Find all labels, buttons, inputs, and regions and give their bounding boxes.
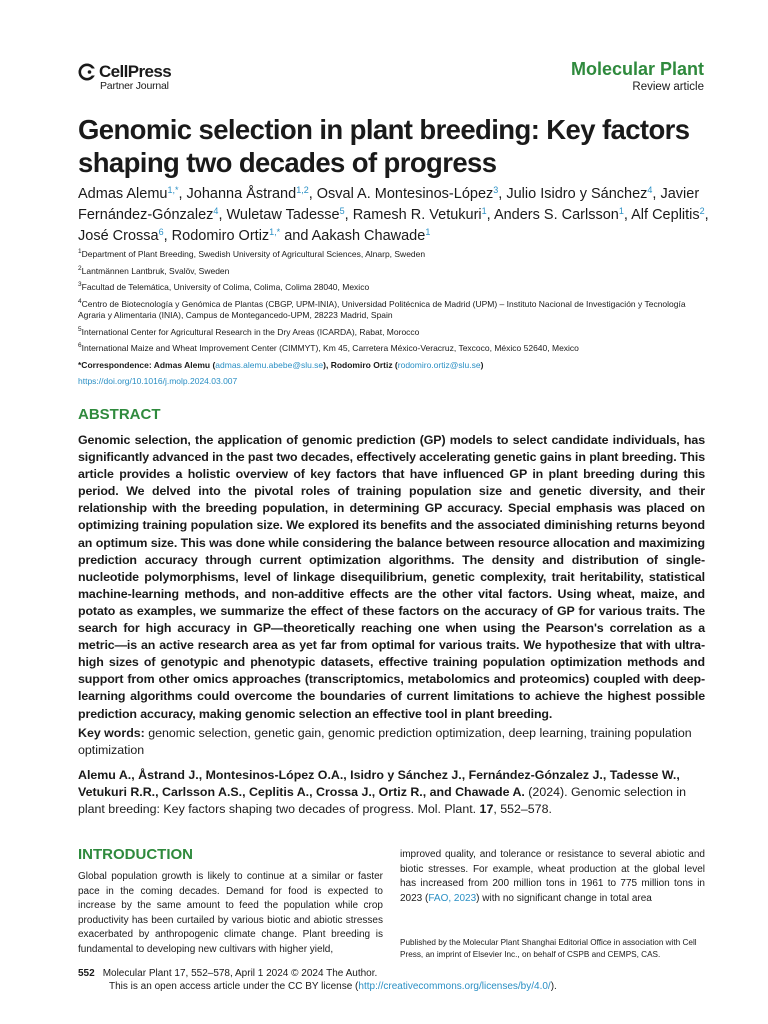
author-affiliation-marker[interactable]: 5 bbox=[339, 206, 345, 216]
author-name: Ramesh R. Vetukuri bbox=[352, 207, 482, 223]
journal-name: Molecular Plant bbox=[570, 59, 704, 79]
footer-line-1 bbox=[78, 967, 708, 980]
page-number: 552 bbox=[78, 968, 95, 979]
author-name: Wuletaw Tadesse bbox=[226, 207, 340, 223]
citation-volume: 17 bbox=[479, 802, 494, 816]
affiliation-text: International Center for Agricultural Research in the Dry Areas (ICARDA), Rabat, Morocco bbox=[81, 326, 420, 337]
author-name: Julio Isidro y Sánchez bbox=[506, 186, 648, 202]
license-link[interactable]: http://creativecommons.org/licenses/by/4.0/ bbox=[358, 981, 551, 992]
author-name: Osval A. Montesinos-López bbox=[316, 186, 494, 202]
journal-header bbox=[571, 59, 704, 93]
correspondence-end: ) bbox=[480, 359, 484, 370]
publisher-logo-text: CellPress bbox=[99, 62, 172, 81]
author-name: Aakash Chawade bbox=[311, 228, 426, 244]
author-affiliation-marker[interactable]: 1,* bbox=[269, 227, 281, 237]
affiliation-text: Department of Plant Breeding, Swedish University of Agricultural Sciences, Alnarp, Sweden bbox=[81, 249, 426, 259]
author-affiliation-marker[interactable]: 1 bbox=[618, 206, 624, 216]
affiliation-number: 6 bbox=[78, 342, 82, 349]
keywords bbox=[78, 725, 705, 759]
citation-authors: Alemu A., Åstrand J., Montesinos-López O.A., Isidro y Sánchez J., Fernández-Gónzalez J., Tadesse W., Vetukuri R.R., Carlsson A.S., Ceplitis A., Crossa J., Ortiz R., and Chawade A. bbox=[78, 768, 680, 799]
intro-col2-before: improved quality, and tolerance or resistance to several abiotic and biotic stresses. For example, wheat production at the global level has increased from 200 million tons in 1961 to 775 million tons in 2023 ( bbox=[400, 849, 705, 904]
page-footer bbox=[78, 967, 708, 993]
abstract-text: Genomic selection, the application of genomic prediction (GP) models to select candidate individuals, has significantly advanced in the past two decades, effectively accelerating genetic gains in plant breeding. This article provides a holistic overview of key factors that have influenced GP in plant breeding during this period. We delved into the pivotal roles of training population size and genetic diversity, and their relationship with the breeding population, in determining GP accuracy. Special emphasis was placed on optimizing training population size. We explored its benefits and the associated diminishing returns beyond an optimum size. This was done while considering the balance between resource allocation and maximizing prediction accuracy through current optimization algorithms. The density and distribution of single-nucleotide polymorphisms, level of linkage disequilibrium, genetic complexity, trait heritability, statistical machine-learning methods, and non-additive effects are the other vital factors. Using wheat, maize, and potato as examples, we summarize the effect of these factors on the accuracy of GP for various traits. The search for high accuracy in GP—theoretically reaching one when using the Pearson's correlation as a metric—is an active research area as yet far from optimal for various traits. We hypothesize that with ultra-high sizes of genotypic and phenotypic datasets, effective training population optimization methods and support from other omics approaches (transcriptomics, metabolomics and proteomics) coupled with deep-learning algorithms could overcome the boundaries of current limitations to achieve the highest possible prediction accuracy, making genomic selection an effective tool in plant breeding. bbox=[78, 433, 705, 721]
cellpress-mark-icon bbox=[78, 63, 96, 81]
affiliation-item bbox=[78, 327, 710, 339]
affiliation-item bbox=[78, 266, 710, 278]
keywords-label: Key words: bbox=[78, 726, 145, 740]
correspondence-email-1[interactable]: admas.alemu.abebe@slu.se bbox=[215, 359, 324, 370]
citation bbox=[78, 767, 705, 818]
affiliation-number: 3 bbox=[78, 281, 82, 288]
abstract-heading: ABSTRACT bbox=[78, 406, 161, 423]
article-type: Review article bbox=[632, 81, 704, 93]
publisher-note: Published by the Molecular Plant Shanghai Editorial Office in association with Cell Press, an imprint of Elsevier Inc., on behalf of CSPB and CEMPS, CAS. bbox=[400, 938, 697, 959]
cellpress-logo bbox=[78, 62, 171, 92]
affiliation-item bbox=[78, 299, 710, 322]
author-affiliation-marker[interactable]: 1 bbox=[425, 227, 431, 237]
author-affiliation-marker[interactable]: 1 bbox=[481, 206, 487, 216]
author-name: Rodomiro Ortiz bbox=[171, 228, 270, 244]
citation-rest: (2024). Genomic selection in plant breeding: Key factors shaping two decades of progress. Mol. Plant. bbox=[78, 785, 687, 816]
introduction-heading: INTRODUCTION bbox=[78, 846, 193, 863]
affiliations bbox=[78, 249, 710, 388]
author-list: Admas Alemu$^{1,*}$, Johanna Åstrand$^{1,2}$, Osval A. Montesinos-López$^3$, Julio Isidro y Sánchez$^4$, Javier Fernández-Gónzalez$^4$, Wuletaw Tadesse$^5$, Ramesh R. Vetukuri$^1$, Anders S. Carlsson$^1$, Alf Ceplitis$^2$, José Crossa$^6$, Rodomiro Ortiz$^{1,*}$ and Aakash Chawade$^1$ bbox=[78, 185, 709, 244]
author-name: Javier Fernández-Gónzalez bbox=[78, 186, 700, 223]
license-before: This is an open access article under the CC BY license ( bbox=[109, 981, 359, 992]
publisher-subtitle: Partner Journal bbox=[100, 80, 169, 92]
correspondence bbox=[78, 360, 710, 372]
doi-link[interactable]: https://doi.org/10.1016/j.molp.2024.03.007 bbox=[78, 376, 238, 386]
reference-link-fao[interactable]: FAO, 2023 bbox=[428, 892, 477, 904]
author-affiliation-marker[interactable]: 1,2 bbox=[296, 185, 309, 195]
intro-column-1: Global population growth is likely to continue at a similar or faster pace in the coming decades. Demand for food is expected to increase by the same amount to feed the population while crop productivity has been curtailed by various biotic and abiotic stresses exacerbated by anthropogenic climate change. Plant breeding is fundamental to developing new cultivars with higher yield, bbox=[78, 871, 383, 955]
author-affiliation-marker[interactable]: 1,* bbox=[167, 185, 179, 195]
author-name: Johanna Åstrand bbox=[186, 186, 297, 202]
author-name: Alf Ceplitis bbox=[631, 207, 700, 223]
license-after: ). bbox=[550, 981, 557, 992]
author-name: Anders S. Carlsson bbox=[493, 207, 619, 223]
affiliation-number: 2 bbox=[78, 264, 82, 272]
citation-pages: , 552–578. bbox=[493, 802, 552, 816]
correspondence-label: *Correspondence: Admas Alemu ( bbox=[78, 359, 216, 370]
footer-journal-info: Molecular Plant 17, 552–578, April 1 2024 © 2024 The Author. bbox=[102, 968, 378, 979]
intro-col2-after: ) with no significant change in total area bbox=[476, 892, 652, 904]
intro-column-2 bbox=[400, 848, 705, 906]
affiliation-number: 4 bbox=[78, 297, 82, 305]
affiliation-item bbox=[78, 249, 710, 261]
affiliation-item bbox=[78, 343, 710, 355]
affiliation-text: Facultad de Telemática, University of Colima, Colima, Colima 28040, Mexico bbox=[81, 282, 370, 292]
author-affiliation-marker[interactable]: 2 bbox=[699, 206, 705, 216]
correspondence-mid: ), Rodomiro Ortiz ( bbox=[323, 359, 398, 370]
article-title: Genomic selection in plant breeding: Key factors shaping two decades of progress bbox=[78, 114, 690, 178]
affiliation-text: Centro de Biotecnología y Genómica de Plantas (CBGP, UPM-INIA), Universidad Politécnica de Madrid (UPM) – Instituto Nacional de Investigación y Tecnología Agraria y Alimentaria (INIA), Campus de Montegancedo-UPM, 28223 Madrid, Spain bbox=[78, 298, 686, 320]
footer-line-2 bbox=[109, 980, 708, 993]
affiliation-text: Lantmännen Lantbruk, Svalöv, Sweden bbox=[81, 265, 230, 276]
affiliation-list bbox=[78, 249, 710, 355]
author-affiliation-marker[interactable]: 4 bbox=[647, 185, 653, 195]
affiliation-number: 1 bbox=[78, 248, 82, 255]
author-affiliation-marker[interactable]: 4 bbox=[213, 206, 219, 216]
author-name: José Crossa bbox=[78, 228, 159, 244]
affiliation-item bbox=[78, 282, 710, 294]
keywords-text: genomic selection, genetic gain, genomic prediction optimization, deep learning, training population optimization bbox=[78, 726, 692, 757]
affiliation-number: 5 bbox=[78, 325, 82, 333]
author-affiliation-marker[interactable]: 3 bbox=[493, 185, 499, 195]
author-affiliation-marker[interactable]: 6 bbox=[158, 227, 164, 237]
correspondence-email-2[interactable]: rodomiro.ortiz@slu.se bbox=[397, 359, 481, 370]
author-name: Admas Alemu bbox=[78, 186, 168, 202]
affiliation-text: International Maize and Wheat Improvement Center (CIMMYT), Km 45, Carretera México-Veracruz, Texcoco, México 52640, Mexico bbox=[81, 343, 579, 353]
